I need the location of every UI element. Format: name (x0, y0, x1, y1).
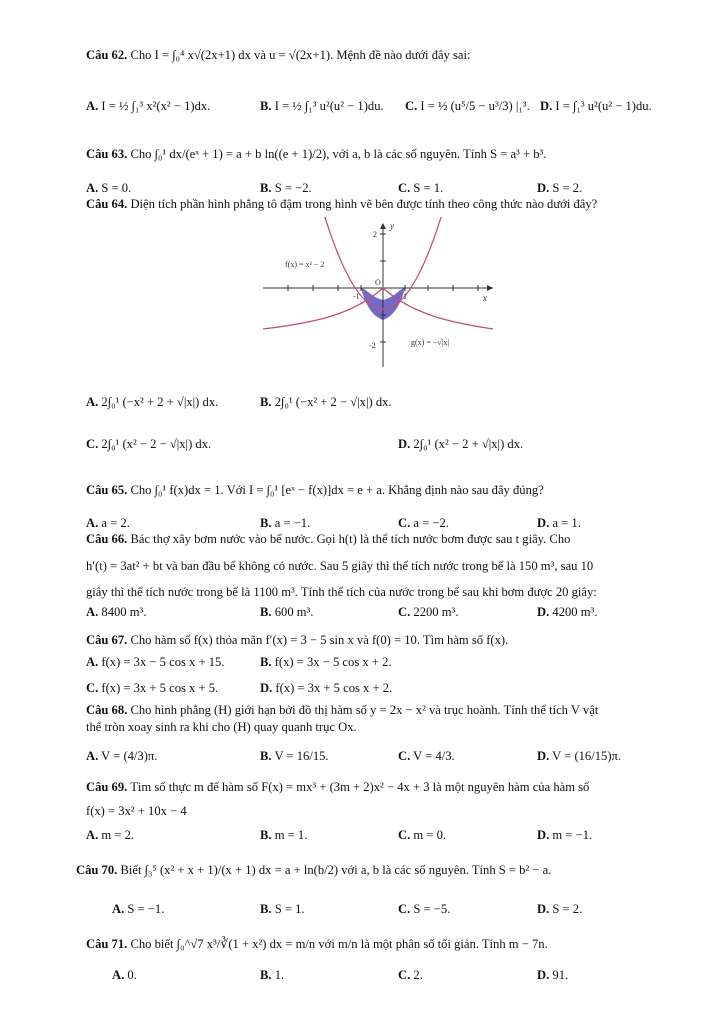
q62-option-d: D. I = ∫₁³ u²(u² − 1)du. (540, 99, 652, 113)
q63-option-c: C. S = 1. (398, 181, 444, 195)
tick-label-x-1: -1 (353, 292, 360, 301)
q66-option-d: D. 4200 m³. (537, 605, 598, 619)
q64-option-a: A. 2∫₀¹ (−x² + 2 + √|x|) dx. (86, 395, 219, 409)
question-70: Câu 70. Biết ∫₃⁵ (x² + x + 1)/(x + 1) dx = a + ln(b/2) với a, b là các số nguyên. Tính S = b² − a. (76, 863, 552, 877)
question-62 (86, 47, 694, 63)
q71-option-b: B. 1. (260, 968, 285, 982)
q66-line-2: h′(t) = 3at² + bt và ban đầu bể không có nước. Sau 5 giây thì thể tích nước trong bể là 150 m³, sau 10 (86, 559, 594, 573)
q69-option-b: B. m = 1. (260, 828, 308, 842)
q66-line-3: giây thì thể tích nước trong bể là 1100 m³. Tính thể tích của nước trong bể sau khi bơm được 20 giây: (86, 585, 597, 599)
q62-option-a: A. I = ½ ∫₁³ x²(x² − 1)dx. (86, 99, 211, 113)
q67-option-d: D. f(x) = 3x + 5 cos x + 2. (260, 681, 393, 695)
q66-option-c: C. 2200 m³. (398, 605, 459, 619)
question-65: Câu 65. Cho ∫₀¹ f(x)dx = 1. Với I = ∫₀¹ [eˣ − f(x)]dx = e + a. Khẳng định nào sau đây đúng? (86, 483, 544, 497)
q64-option-d: D. 2∫₀¹ (x² − 2 + √|x|) dx. (398, 437, 524, 451)
tick-label-x1: 1 (403, 292, 407, 301)
q69-option-d: D. m = −1. (537, 828, 593, 842)
q71-option-d: D. 91. (537, 968, 569, 982)
question-67: Câu 67. Cho hàm số f(x) thỏa mãn f′(x) = 3 − 5 sin x và f(0) = 10. Tìm hàm số f(x). (86, 633, 509, 647)
q69-option-a: A. m = 2. (86, 828, 135, 842)
q62-option-b: B. I = ½ ∫₁³ u²(u² − 1)du. (260, 99, 384, 113)
q71-option-c: C. 2. (398, 968, 423, 982)
q63-option-d: D. S = 2. (537, 181, 583, 195)
q67-option-c: C. f(x) = 3x + 5 cos x + 5. (86, 681, 219, 695)
f-label: f(x) = x² − 2 (285, 260, 325, 269)
q63-option-a: A. S = 0. (86, 181, 132, 195)
q66-option-a: A. 8400 m³. (86, 605, 147, 619)
q70-option-b: B. S = 1. (260, 902, 305, 916)
question-63: Câu 63. Cho ∫₀¹ dx/(eˣ + 1) = a + b ln((e + 1)/2), với a, b là các số nguyên. Tính S = a³ + b³. (86, 147, 547, 161)
q70-option-c: C. S = −5. (398, 902, 451, 916)
q67-option-a: A. f(x) = 3x − 5 cos x + 15. (86, 655, 225, 669)
q68-option-d: D. V = (16/15)π. (537, 749, 622, 763)
question-66: Câu 66. Bác thợ xây bơm nước vào bể nước. Gọi h(t) là thể tích nước bơm được sau t giây. Cho (86, 532, 571, 546)
question-number: Câu 62. (86, 48, 128, 62)
q65-option-c: C. a = −2. (398, 516, 449, 530)
area-graph (253, 217, 503, 373)
tick-label-y2: 2 (373, 230, 377, 239)
q68-option-c: C. V = 4/3. (398, 749, 455, 763)
q70-option-d: D. S = 2. (537, 902, 583, 916)
q68-option-a: A. V = (4/3)π. (86, 749, 158, 763)
q65-option-a: A. a = 2. (86, 516, 130, 530)
q65-option-b: B. a = −1. (260, 516, 311, 530)
q71-option-a: A. 0. (112, 968, 137, 982)
question-text: Cho I = ∫₀⁴ x√(2x+1) dx và u = √(2x+1). Mệnh đề nào dưới đây sai: (130, 48, 471, 62)
question-69: Câu 69. Tìm số thực m để hàm số F(x) = mx³ + (3m + 2)x² − 4x + 3 là một nguyên hàm của hàm số (86, 780, 590, 794)
q64-option-b: B. 2∫₀¹ (−x² + 2 − √|x|) dx. (260, 395, 392, 409)
y-axis-label: y (390, 221, 394, 231)
q62-option-c: C. I = ½ (u⁵/5 − u³/3) |₁³. (405, 99, 530, 113)
q70-option-a: A. S = −1. (112, 902, 165, 916)
q64-option-c: C. 2∫₀¹ (x² − 2 − √|x|) dx. (86, 437, 212, 451)
question-68: Câu 68. Cho hình phẳng (H) giới hạn bởi đồ thị hàm số y = 2x − x² và trục hoành. Tính thể tích V vật (86, 703, 599, 717)
g-label: g(x) = −√|x| (411, 338, 449, 347)
q69-option-c: C. m = 0. (398, 828, 447, 842)
q68-option-b: B. V = 16/15. (260, 749, 329, 763)
q68-line-2: thể tròn xoay sinh ra khi cho (H) quay quanh trục Ox. (86, 720, 357, 734)
tick-label-y-2: -2 (369, 341, 376, 350)
q69-line-2: f(x) = 3x² + 10x − 4 (86, 804, 187, 818)
x-axis-label: x (483, 293, 487, 303)
origin-label: O (375, 278, 381, 287)
q63-option-b: B. S = −2. (260, 181, 312, 195)
q65-option-d: D. a = 1. (537, 516, 581, 530)
q66-option-b: B. 600 m³. (260, 605, 314, 619)
question-64: Câu 64. Diện tích phần hình phẳng tô đậm trong hình vẽ bên được tính theo công thức nào dưới đây? (86, 197, 598, 211)
question-71: Câu 71. Cho biết ∫₀^√7 x³/∛(1 + x²) dx = m/n với m/n là một phân số tối giản. Tính m − 7n. (86, 937, 548, 951)
q67-option-b: B. f(x) = 3x − 5 cos x + 2. (260, 655, 392, 669)
